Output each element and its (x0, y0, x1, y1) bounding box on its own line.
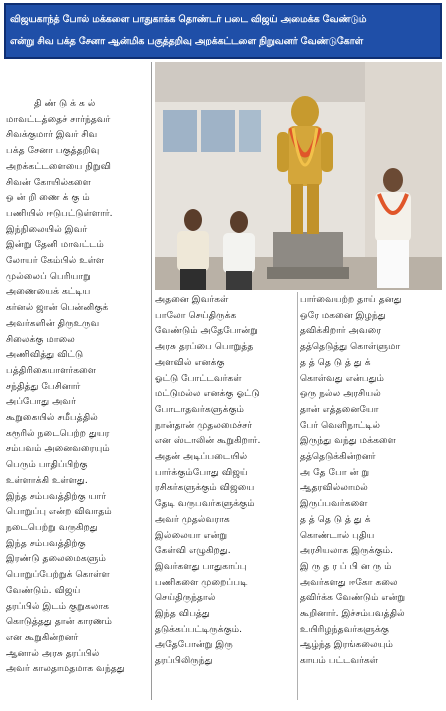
article-line: செய்திருந்தால் (155, 592, 216, 604)
article-line: நான்தான் முதலமைச்சர் (155, 419, 253, 431)
article-line: பெரும் பாதிப்பிற்கு (6, 459, 88, 471)
article-line: தவிக்கிறார் அவரை (300, 325, 382, 337)
article-line: அவர் முதல்வராக (155, 513, 230, 525)
article-line: கொடுத்தது தான் காரணம் (6, 616, 113, 628)
article-line: பொறுப்பேற்றுக் கொள்ள (6, 569, 110, 581)
article-line: தத்தெடுத்து கொள்ளுமா (300, 341, 401, 353)
article-line: ஒரு நல்ல அரசியல் (300, 388, 381, 400)
article-line: அரசியலாக இருக்கும். (300, 545, 394, 557)
article-line: அறக்கட்டளையை நிறுவி (6, 160, 112, 172)
article-line: போடாதவர்களுக்கும் (155, 403, 244, 415)
article-line: இந்த சம்பவத்திற்கு (6, 537, 86, 549)
article-line: கொண்டால் புதிய (300, 529, 375, 541)
article-line: தவிர்க்க வேண்டும் என்று (300, 592, 406, 604)
article-line: பாலோ செய்திருக்க (155, 309, 237, 321)
article-line: த த் தெ டு த் து க் (300, 356, 371, 368)
article-line: பார்வையற்ற தாய் தனது (300, 294, 402, 305)
article-line: பத்திரிகையாளர்களை (6, 364, 97, 376)
headline-line-2: என்று சிவ பக்த சேனா ஆன்மிக பகுத்தறிவு அறக்கட்டளை நிறுவனர் வேண்டுகோள் (10, 36, 364, 47)
photo-illustration (155, 62, 442, 290)
page-bottom-margin (0, 700, 446, 711)
article-line: இவர்களது பாதுகாப்பு (155, 560, 247, 572)
article-line: பொறுப்பு என்ற விவாதம் (6, 506, 112, 518)
article-line: தரப்பில் இடம் குறுகலாக (6, 600, 110, 612)
article-line: பணிகளை முறைப்படி (155, 576, 248, 588)
article-line: முல்லைப் பெரியாறு (6, 270, 91, 282)
article-line: அரசு தரப்பை பொறுத்த (155, 341, 254, 353)
statue-ceremony-photo (155, 62, 442, 290)
article-line: ஓட்டு போட்டவர்கள் (155, 372, 242, 384)
article-line: சந்தித்து பேசினார் (6, 380, 81, 392)
article-line: காயம் பட்டவர்கள் (300, 655, 379, 667)
article-line: தான் எத்தனையோ (300, 403, 379, 415)
column-divider-left (151, 62, 152, 702)
article-line: இல்லையா என்று (155, 529, 228, 541)
article-line: லோயர் கேம்பில் உள்ள (6, 255, 105, 267)
article-line: அவர் காலதாமதமாக வந்தது (6, 663, 125, 675)
article-line: ஒ ன் றி ணை க் கு ம் (6, 192, 90, 204)
article-line: பணியில் ஈடுபட்டுள்ளார். (6, 207, 113, 219)
article-line: என கூறுகின்றனர் (6, 631, 79, 643)
article-line: ஆதரவில்லாமல் (300, 482, 368, 494)
article-line: கேள்வி எழுகிறது. (155, 545, 231, 557)
article-column-middle (155, 292, 295, 669)
article-line: பார்க்கும்போது விஜய் (155, 466, 248, 478)
article-line: வேண்டும். விஜய் (6, 584, 81, 596)
article-line: ரசிகர்களுக்கும் விஜயை (155, 482, 255, 494)
article-line: அவர்களது ஈகோ கலை (300, 576, 398, 588)
article-line: கொள்வது என்பதும் (300, 372, 385, 384)
article-column-left (6, 96, 148, 677)
headline-banner (4, 3, 442, 59)
article-line: உள்ளாக்கி உள்ளது. (6, 474, 88, 486)
article-line: பேர் வெளிநாட்டில் (300, 419, 381, 431)
article-line: இரண்டு தலைமைகளும் (6, 553, 107, 565)
article-line: இந்த சம்பவத்திற்கு யார் (6, 490, 107, 502)
article-line: நடைபெற்று வருகிறது (6, 521, 98, 533)
article-line: மாவட்டத்தைச் சார்ந்தவர் (6, 113, 111, 125)
headline-line-1: விஜயகாந்த் போல் மக்களை பாதுகாக்க தொண்டர் படை விஜய் அமைக்க வேண்டும் (10, 14, 367, 25)
article-line: அதன் அடிப்படையில் (155, 451, 248, 463)
article-line: அளவில் எனக்கு (155, 356, 225, 368)
article-line: தேடி வருபவர்களுக்கும் (155, 498, 255, 510)
article-line: ஆனால் அரசு தரப்பில் (6, 647, 100, 659)
article-line: அதனை இவர்கள் (155, 294, 229, 305)
article-line: இருப்பவர்களை (300, 498, 368, 510)
article-line: என ஸ்டாலின் கூறுகிறார். (155, 435, 261, 447)
article-line: அவர்களின் திருஉருவ (6, 317, 100, 329)
article-line: ஒரே மகனை இழந்து (300, 309, 386, 321)
article-line: இன்று தேனி மாவட்டம் (6, 239, 104, 251)
article-column-right (300, 292, 442, 669)
article-line: இருந்து வந்து மக்களை (300, 435, 396, 447)
article-line: உயிரிழந்தவர்களுக்கு (300, 623, 389, 635)
article-line: கூறுகையில் சமீபத்தில் (6, 412, 98, 424)
article-line: தரப்பிலிருந்து (155, 655, 213, 667)
article-line: அ தே போ ன் று (300, 466, 370, 478)
article-line: பக்த சேனா பகுத்தறிவு (6, 145, 100, 157)
column-divider-right (297, 292, 298, 702)
article-line: இந்நிலையில் இவர் (6, 223, 88, 235)
article-line: கூறினார். இச்சம்பவத்தில் (300, 608, 405, 620)
article-line: சிவன் கோயில்களை (6, 176, 91, 188)
article-line: தத்தெடுக்கின்றனர் (300, 451, 376, 463)
article-line: த த் தெ டு த் து க் (300, 513, 371, 525)
article-line: ஆழ்ந்த இரங்கலையும் (300, 639, 394, 651)
article-line: இ ரு த ர ப் பி ன ரு ம் (300, 560, 392, 572)
article-line: அணையைக் கட்டிய (6, 286, 91, 298)
article-line: சிவக்குமார் இவர் சிவ (6, 129, 98, 141)
article-line: சிலைக்கு மாலை (6, 333, 75, 345)
article-line: மட்டுமல்ல எனக்கு ஓட்டு (155, 388, 260, 400)
article-line: அப்போது அவர் (6, 396, 76, 408)
article-line: கர்னல் ஜான் பென்னிகுக் (6, 302, 109, 314)
article-line: வேண்டும் அதேபோன்று (155, 325, 258, 337)
article-line: இந்த விபத்து (155, 608, 210, 620)
article-line: கரூரில் நடைபெற்ற துயர (6, 427, 110, 439)
article-line: அணிவித்து விட்டு (6, 349, 84, 361)
article-line: அதேபோன்று இரு (155, 639, 233, 651)
article-line: தடுக்கப்பட்டிருக்கும். (155, 623, 243, 635)
article-line: தி ண் டு க் க ல் (34, 98, 96, 109)
article-line: சம்பவம் அனைவரையும் (6, 443, 110, 455)
